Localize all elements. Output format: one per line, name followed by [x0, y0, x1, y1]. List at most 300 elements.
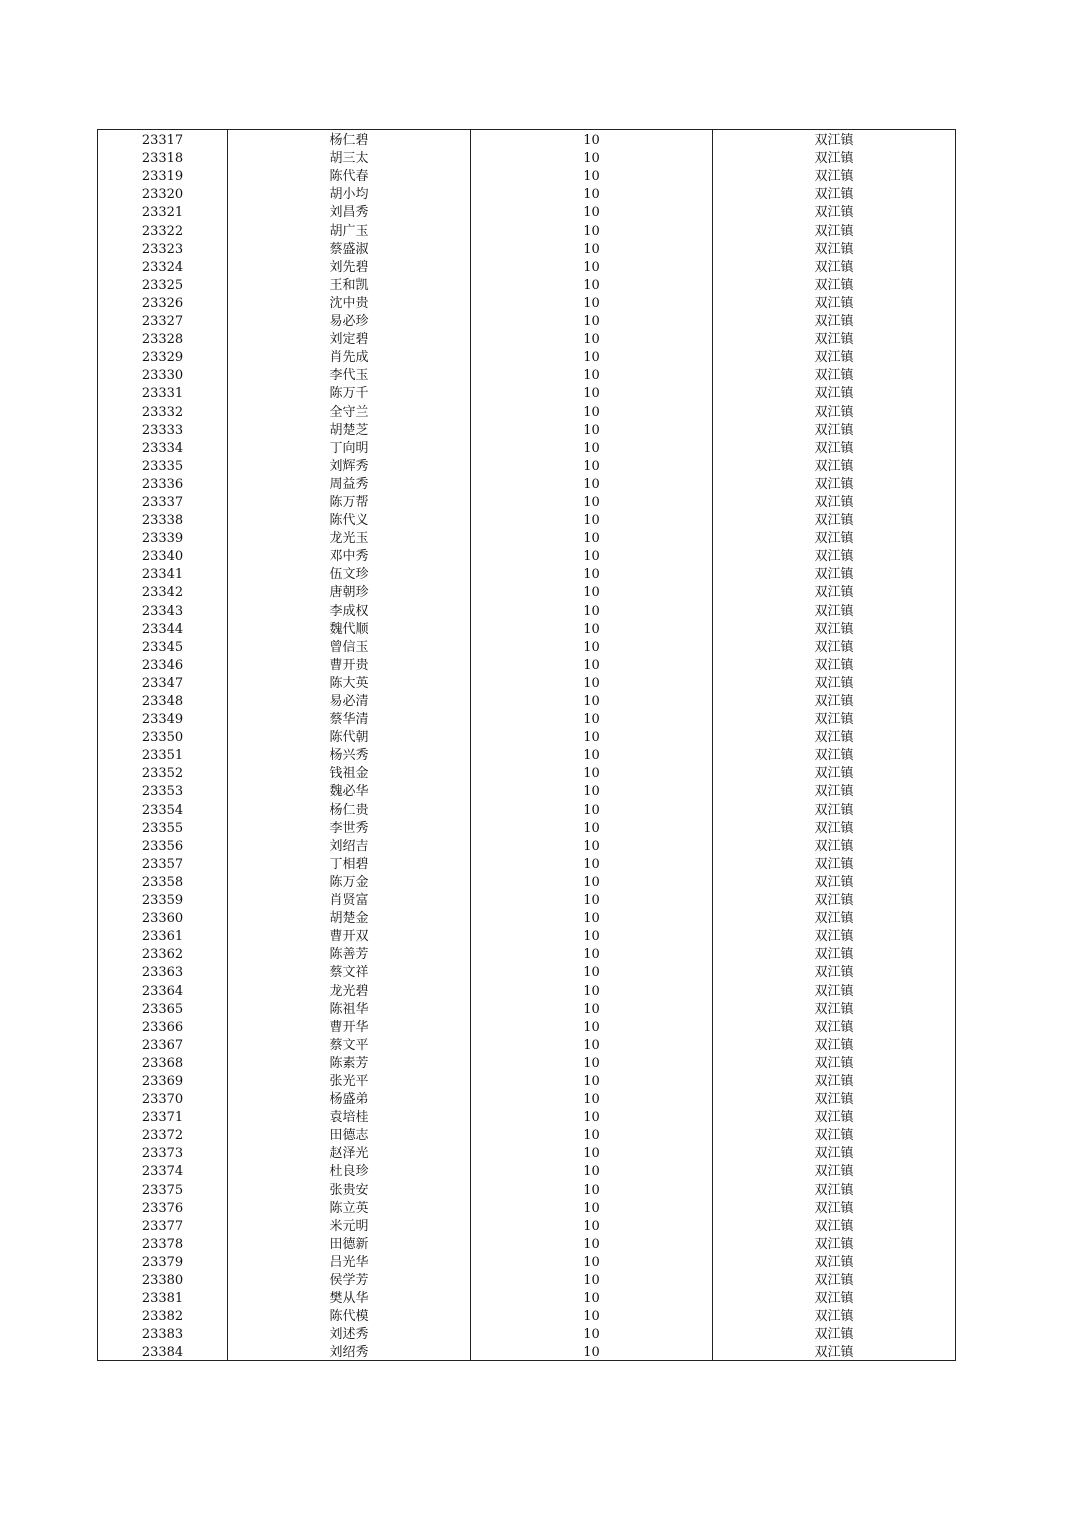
name-cell: 李成权	[228, 600, 471, 618]
name-cell: 樊从华	[228, 1288, 471, 1306]
table-row	[98, 1089, 956, 1107]
town-cell: 双江镇	[713, 727, 956, 745]
amount-cell: 10	[471, 637, 713, 655]
name-cell: 李代玉	[228, 365, 471, 383]
serial-number-cell: 23344	[98, 619, 228, 637]
table-row	[98, 474, 956, 492]
table-row	[98, 799, 956, 817]
serial-number-cell: 23323	[98, 239, 228, 257]
name-cell: 丁相碧	[228, 854, 471, 872]
serial-number-cell: 23332	[98, 401, 228, 419]
amount-cell: 10	[471, 1342, 713, 1361]
table-row	[98, 510, 956, 528]
town-cell: 双江镇	[713, 673, 956, 691]
table-row	[98, 600, 956, 618]
town-cell: 双江镇	[713, 1125, 956, 1143]
serial-number-cell: 23374	[98, 1161, 228, 1179]
serial-number-cell: 23369	[98, 1071, 228, 1089]
town-cell: 双江镇	[713, 1107, 956, 1125]
town-cell: 双江镇	[713, 528, 956, 546]
name-cell: 陈代朝	[228, 727, 471, 745]
serial-number-cell: 23345	[98, 637, 228, 655]
serial-number-cell: 23372	[98, 1125, 228, 1143]
amount-cell: 10	[471, 745, 713, 763]
amount-cell: 10	[471, 980, 713, 998]
town-cell: 双江镇	[713, 456, 956, 474]
table-row	[98, 962, 956, 980]
amount-cell: 10	[471, 202, 713, 220]
table-row	[98, 401, 956, 419]
town-cell: 双江镇	[713, 854, 956, 872]
serial-number-cell: 23354	[98, 799, 228, 817]
name-cell: 赵泽光	[228, 1143, 471, 1161]
amount-cell: 10	[471, 365, 713, 383]
amount-cell: 10	[471, 763, 713, 781]
serial-number-cell: 23335	[98, 456, 228, 474]
serial-number-cell: 23360	[98, 908, 228, 926]
town-cell: 双江镇	[713, 1143, 956, 1161]
town-cell: 双江镇	[713, 492, 956, 510]
table-row	[98, 1107, 956, 1125]
name-cell: 陈万千	[228, 383, 471, 401]
serial-number-cell: 23381	[98, 1288, 228, 1306]
town-cell: 双江镇	[713, 1342, 956, 1361]
serial-number-cell: 23356	[98, 836, 228, 854]
amount-cell: 10	[471, 347, 713, 365]
name-cell: 龙光碧	[228, 980, 471, 998]
name-cell: 蔡文祥	[228, 962, 471, 980]
table-row	[98, 420, 956, 438]
amount-cell: 10	[471, 383, 713, 401]
serial-number-cell: 23359	[98, 890, 228, 908]
name-cell: 杨兴秀	[228, 745, 471, 763]
serial-number-cell: 23352	[98, 763, 228, 781]
table-row	[98, 202, 956, 220]
serial-number-cell: 23346	[98, 655, 228, 673]
town-cell: 双江镇	[713, 1161, 956, 1179]
name-cell: 陈善芳	[228, 944, 471, 962]
serial-number-cell: 23371	[98, 1107, 228, 1125]
town-cell: 双江镇	[713, 1288, 956, 1306]
name-cell: 田德志	[228, 1125, 471, 1143]
amount-cell: 10	[471, 962, 713, 980]
amount-cell: 10	[471, 184, 713, 202]
serial-number-cell: 23338	[98, 510, 228, 528]
serial-number-cell: 23325	[98, 275, 228, 293]
name-cell: 肖贤富	[228, 890, 471, 908]
table-row	[98, 854, 956, 872]
serial-number-cell: 23366	[98, 1017, 228, 1035]
serial-number-cell: 23331	[98, 383, 228, 401]
name-cell: 曹开双	[228, 926, 471, 944]
town-cell: 双江镇	[713, 1089, 956, 1107]
town-cell: 双江镇	[713, 401, 956, 419]
amount-cell: 10	[471, 655, 713, 673]
name-cell: 刘绍秀	[228, 1342, 471, 1361]
name-cell: 陈代模	[228, 1306, 471, 1324]
name-cell: 蔡盛淑	[228, 239, 471, 257]
town-cell: 双江镇	[713, 1234, 956, 1252]
serial-number-cell: 23349	[98, 709, 228, 727]
town-cell: 双江镇	[713, 564, 956, 582]
town-cell: 双江镇	[713, 818, 956, 836]
town-cell: 双江镇	[713, 691, 956, 709]
amount-cell: 10	[471, 1143, 713, 1161]
name-cell: 魏代顺	[228, 619, 471, 637]
serial-number-cell: 23365	[98, 999, 228, 1017]
amount-cell: 10	[471, 1288, 713, 1306]
name-cell: 丁向明	[228, 438, 471, 456]
name-cell: 胡广玉	[228, 220, 471, 238]
table-row	[98, 184, 956, 202]
amount-cell: 10	[471, 1306, 713, 1324]
amount-cell: 10	[471, 836, 713, 854]
town-cell: 双江镇	[713, 1179, 956, 1197]
serial-number-cell: 23357	[98, 854, 228, 872]
table-row	[98, 781, 956, 799]
table-row	[98, 926, 956, 944]
name-cell: 陈代春	[228, 166, 471, 184]
name-cell: 曹开贵	[228, 655, 471, 673]
data-table	[97, 129, 956, 1361]
town-cell: 双江镇	[713, 582, 956, 600]
table-row	[98, 456, 956, 474]
town-cell: 双江镇	[713, 220, 956, 238]
name-cell: 陈祖华	[228, 999, 471, 1017]
town-cell: 双江镇	[713, 546, 956, 564]
table-row	[98, 691, 956, 709]
name-cell: 陈万帮	[228, 492, 471, 510]
town-cell: 双江镇	[713, 745, 956, 763]
serial-number-cell: 23324	[98, 257, 228, 275]
town-cell: 双江镇	[713, 130, 956, 149]
table-row	[98, 293, 956, 311]
table-row	[98, 818, 956, 836]
town-cell: 双江镇	[713, 275, 956, 293]
serial-number-cell: 23336	[98, 474, 228, 492]
name-cell: 易必清	[228, 691, 471, 709]
table-row	[98, 619, 956, 637]
amount-cell: 10	[471, 329, 713, 347]
amount-cell: 10	[471, 438, 713, 456]
serial-number-cell: 23350	[98, 727, 228, 745]
amount-cell: 10	[471, 1161, 713, 1179]
serial-number-cell: 23355	[98, 818, 228, 836]
amount-cell: 10	[471, 691, 713, 709]
name-cell: 全守兰	[228, 401, 471, 419]
table-row	[98, 908, 956, 926]
amount-cell: 10	[471, 528, 713, 546]
town-cell: 双江镇	[713, 239, 956, 257]
town-cell: 双江镇	[713, 1053, 956, 1071]
town-cell: 双江镇	[713, 420, 956, 438]
town-cell: 双江镇	[713, 1017, 956, 1035]
amount-cell: 10	[471, 130, 713, 149]
name-cell: 陈万金	[228, 872, 471, 890]
table-row	[98, 655, 956, 673]
table-row	[98, 220, 956, 238]
table-row	[98, 239, 956, 257]
table-row	[98, 980, 956, 998]
town-cell: 双江镇	[713, 637, 956, 655]
amount-cell: 10	[471, 166, 713, 184]
name-cell: 肖先成	[228, 347, 471, 365]
name-cell: 杨仁碧	[228, 130, 471, 149]
serial-number-cell: 23340	[98, 546, 228, 564]
name-cell: 周益秀	[228, 474, 471, 492]
town-cell: 双江镇	[713, 962, 956, 980]
table-row	[98, 275, 956, 293]
amount-cell: 10	[471, 781, 713, 799]
town-cell: 双江镇	[713, 347, 956, 365]
table-row	[98, 1216, 956, 1234]
town-cell: 双江镇	[713, 1324, 956, 1342]
table-row	[98, 1161, 956, 1179]
serial-number-cell: 23348	[98, 691, 228, 709]
town-cell: 双江镇	[713, 655, 956, 673]
table-row	[98, 582, 956, 600]
table-row	[98, 1179, 956, 1197]
name-cell: 刘定碧	[228, 329, 471, 347]
table-row	[98, 1342, 956, 1361]
table-row	[98, 564, 956, 582]
serial-number-cell: 23367	[98, 1035, 228, 1053]
town-cell: 双江镇	[713, 257, 956, 275]
name-cell: 王和凯	[228, 275, 471, 293]
town-cell: 双江镇	[713, 293, 956, 311]
serial-number-cell: 23373	[98, 1143, 228, 1161]
table-row	[98, 890, 956, 908]
town-cell: 双江镇	[713, 166, 956, 184]
amount-cell: 10	[471, 582, 713, 600]
amount-cell: 10	[471, 727, 713, 745]
name-cell: 田德新	[228, 1234, 471, 1252]
serial-number-cell: 23326	[98, 293, 228, 311]
serial-number-cell: 23322	[98, 220, 228, 238]
amount-cell: 10	[471, 709, 713, 727]
table-row	[98, 1234, 956, 1252]
name-cell: 刘绍吉	[228, 836, 471, 854]
serial-number-cell: 23358	[98, 872, 228, 890]
name-cell: 魏必华	[228, 781, 471, 799]
serial-number-cell: 23379	[98, 1252, 228, 1270]
table-row	[98, 546, 956, 564]
name-cell: 刘述秀	[228, 1324, 471, 1342]
town-cell: 双江镇	[713, 1270, 956, 1288]
amount-cell: 10	[471, 1234, 713, 1252]
table-row	[98, 836, 956, 854]
table-row	[98, 1143, 956, 1161]
serial-number-cell: 23342	[98, 582, 228, 600]
serial-number-cell: 23384	[98, 1342, 228, 1361]
amount-cell: 10	[471, 1071, 713, 1089]
serial-number-cell: 23317	[98, 130, 228, 149]
name-cell: 曾信玉	[228, 637, 471, 655]
town-cell: 双江镇	[713, 908, 956, 926]
name-cell: 蔡华清	[228, 709, 471, 727]
table-row	[98, 528, 956, 546]
amount-cell: 10	[471, 872, 713, 890]
name-cell: 沈中贵	[228, 293, 471, 311]
table-row	[98, 1017, 956, 1035]
serial-number-cell: 23362	[98, 944, 228, 962]
name-cell: 曹开华	[228, 1017, 471, 1035]
amount-cell: 10	[471, 818, 713, 836]
serial-number-cell: 23328	[98, 329, 228, 347]
name-cell: 杨盛弟	[228, 1089, 471, 1107]
town-cell: 双江镇	[713, 836, 956, 854]
amount-cell: 10	[471, 944, 713, 962]
amount-cell: 10	[471, 1089, 713, 1107]
serial-number-cell: 23380	[98, 1270, 228, 1288]
town-cell: 双江镇	[713, 311, 956, 329]
table-row	[98, 999, 956, 1017]
table-row	[98, 709, 956, 727]
serial-number-cell: 23377	[98, 1216, 228, 1234]
amount-cell: 10	[471, 239, 713, 257]
table-row	[98, 872, 956, 890]
amount-cell: 10	[471, 546, 713, 564]
serial-number-cell: 23334	[98, 438, 228, 456]
table-row	[98, 383, 956, 401]
serial-number-cell: 23329	[98, 347, 228, 365]
serial-number-cell: 23353	[98, 781, 228, 799]
name-cell: 刘先碧	[228, 257, 471, 275]
town-cell: 双江镇	[713, 763, 956, 781]
amount-cell: 10	[471, 220, 713, 238]
amount-cell: 10	[471, 401, 713, 419]
serial-number-cell: 23351	[98, 745, 228, 763]
town-cell: 双江镇	[713, 890, 956, 908]
serial-number-cell: 23347	[98, 673, 228, 691]
name-cell: 胡小均	[228, 184, 471, 202]
town-cell: 双江镇	[713, 1198, 956, 1216]
table-row	[98, 1125, 956, 1143]
name-cell: 易必珍	[228, 311, 471, 329]
amount-cell: 10	[471, 1198, 713, 1216]
town-cell: 双江镇	[713, 944, 956, 962]
table-row	[98, 727, 956, 745]
table-row	[98, 1053, 956, 1071]
name-cell: 侯学芳	[228, 1270, 471, 1288]
town-cell: 双江镇	[713, 184, 956, 202]
table-row	[98, 1288, 956, 1306]
amount-cell: 10	[471, 600, 713, 618]
table-row	[98, 492, 956, 510]
amount-cell: 10	[471, 1125, 713, 1143]
name-cell: 刘辉秀	[228, 456, 471, 474]
serial-number-cell: 23363	[98, 962, 228, 980]
amount-cell: 10	[471, 908, 713, 926]
name-cell: 杜良珍	[228, 1161, 471, 1179]
name-cell: 米元明	[228, 1216, 471, 1234]
table-row	[98, 130, 956, 149]
serial-number-cell: 23382	[98, 1306, 228, 1324]
table-row	[98, 166, 956, 184]
name-cell: 陈立英	[228, 1198, 471, 1216]
name-cell: 胡楚金	[228, 908, 471, 926]
name-cell: 钱祖金	[228, 763, 471, 781]
name-cell: 龙光玉	[228, 528, 471, 546]
serial-number-cell: 23375	[98, 1179, 228, 1197]
table-row	[98, 1198, 956, 1216]
amount-cell: 10	[471, 1053, 713, 1071]
serial-number-cell: 23341	[98, 564, 228, 582]
town-cell: 双江镇	[713, 600, 956, 618]
table-row	[98, 763, 956, 781]
name-cell: 杨仁贵	[228, 799, 471, 817]
town-cell: 双江镇	[713, 872, 956, 890]
amount-cell: 10	[471, 799, 713, 817]
name-cell: 袁培桂	[228, 1107, 471, 1125]
town-cell: 双江镇	[713, 383, 956, 401]
serial-number-cell: 23330	[98, 365, 228, 383]
table-row	[98, 1252, 956, 1270]
name-cell: 李世秀	[228, 818, 471, 836]
serial-number-cell: 23383	[98, 1324, 228, 1342]
table-row	[98, 637, 956, 655]
serial-number-cell: 23343	[98, 600, 228, 618]
amount-cell: 10	[471, 311, 713, 329]
amount-cell: 10	[471, 1216, 713, 1234]
amount-cell: 10	[471, 474, 713, 492]
table-row	[98, 329, 956, 347]
town-cell: 双江镇	[713, 926, 956, 944]
town-cell: 双江镇	[713, 799, 956, 817]
town-cell: 双江镇	[713, 329, 956, 347]
amount-cell: 10	[471, 890, 713, 908]
amount-cell: 10	[471, 492, 713, 510]
amount-cell: 10	[471, 1252, 713, 1270]
serial-number-cell: 23337	[98, 492, 228, 510]
town-cell: 双江镇	[713, 999, 956, 1017]
table-row	[98, 257, 956, 275]
town-cell: 双江镇	[713, 1071, 956, 1089]
town-cell: 双江镇	[713, 202, 956, 220]
amount-cell: 10	[471, 619, 713, 637]
amount-cell: 10	[471, 1324, 713, 1342]
table-row	[98, 1270, 956, 1288]
amount-cell: 10	[471, 1107, 713, 1125]
town-cell: 双江镇	[713, 709, 956, 727]
name-cell: 陈代义	[228, 510, 471, 528]
serial-number-cell: 23321	[98, 202, 228, 220]
name-cell: 张光平	[228, 1071, 471, 1089]
serial-number-cell: 23376	[98, 1198, 228, 1216]
amount-cell: 10	[471, 1035, 713, 1053]
serial-number-cell: 23320	[98, 184, 228, 202]
table-row	[98, 944, 956, 962]
town-cell: 双江镇	[713, 510, 956, 528]
amount-cell: 10	[471, 1179, 713, 1197]
town-cell: 双江镇	[713, 1216, 956, 1234]
amount-cell: 10	[471, 293, 713, 311]
name-cell: 唐朝珍	[228, 582, 471, 600]
table-row	[98, 1035, 956, 1053]
name-cell: 胡三太	[228, 148, 471, 166]
amount-cell: 10	[471, 673, 713, 691]
name-cell: 刘昌秀	[228, 202, 471, 220]
amount-cell: 10	[471, 456, 713, 474]
serial-number-cell: 23361	[98, 926, 228, 944]
serial-number-cell: 23319	[98, 166, 228, 184]
town-cell: 双江镇	[713, 474, 956, 492]
name-cell: 吕光华	[228, 1252, 471, 1270]
table-row	[98, 311, 956, 329]
serial-number-cell: 23339	[98, 528, 228, 546]
town-cell: 双江镇	[713, 1035, 956, 1053]
table-row	[98, 148, 956, 166]
